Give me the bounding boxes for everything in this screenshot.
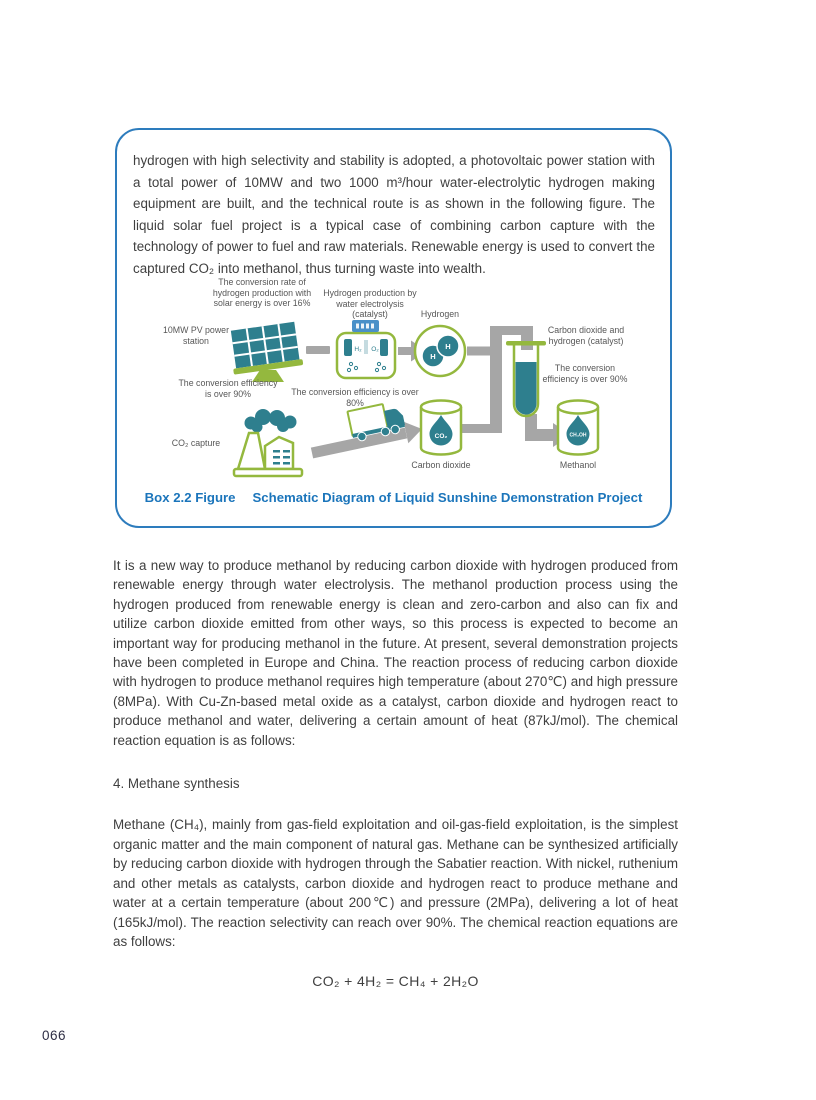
box-2-2-callout xyxy=(115,128,672,528)
co2-drum-icon xyxy=(421,401,461,455)
methanol-drum-label: CH₃OH xyxy=(569,432,587,439)
hydrogen-molecule-icon xyxy=(415,326,465,376)
hydrogen-pipe xyxy=(467,347,493,356)
vertical-pipe xyxy=(490,326,502,433)
h-atom-label: H xyxy=(445,342,451,351)
h-atom-label: H xyxy=(430,352,436,361)
smoke-clouds xyxy=(245,409,297,433)
efficiency-90-left-label: The conversion efficiency is over 90% xyxy=(178,378,278,399)
methanol-arrow-shaft xyxy=(525,429,553,441)
figure-caption-label: Box 2.2 Figure xyxy=(144,490,236,505)
co2-hydrogen-catalyst-label: Carbon dioxide and hydrogen (catalyst) xyxy=(547,325,625,346)
efficiency-80-label: The conversion efficiency is over 80% xyxy=(291,387,419,408)
o2-electrode xyxy=(380,339,388,356)
body-paragraph-1: It is a new way to produce methanol by reducing carbon dioxide with hydrogen produced from renewable energy through water electrolysis. The methanol production process using the hydrogen produced from renewable energy is clean and zero-carbon and also can fix and utilize carbon dioxide emitted from other ways, so this process is expected to become an important way for producing methanol in the future. At present, several demonstration projects have been completed in Europe and China. The reaction process of reducing carbon dioxide with hydrogen to produce methanol requires high temperature (about 270℃) and high pressure (8MPa). With Cu-Zn-based metal oxide as a catalyst, carbon dioxide and hydrogen react to produce methanol and water, delivering a certain amount of heat (87kJ/mol). The chemical reaction equation is as follows: xyxy=(113,558,678,748)
box-paragraph: hydrogen with high selectivity and stability is adopted, a photovoltaic power station with a total power of 10MW and two 1000 m³/hour water-electrolytic hydrogen making equipment are built, and the technical route is as shown in the following figure. The liquid solar fuel project is a typical case of combining carbon capture with the technology of power to fuel and raw materials. Renewable energy is used to convert the captured CO₂ into methanol, thus turning waste into wealth. xyxy=(133,153,655,276)
hydrogen-label: Hydrogen xyxy=(420,309,460,319)
truck-arrow-icon xyxy=(404,422,422,444)
h2-electrode xyxy=(344,339,352,356)
pv-station-label: 10MW PV power station xyxy=(163,325,229,346)
co2-pipe xyxy=(461,424,492,433)
methanol-label: Methanol xyxy=(559,460,597,470)
page-number: 066 xyxy=(42,1028,67,1043)
co2-capture-label: CO₂ capture xyxy=(171,438,221,448)
figure-caption xyxy=(117,490,670,505)
solar-rate-label: The conversion rate of hydrogen production with solar energy is over 16% xyxy=(212,277,312,309)
liquid-sunshine-diagram xyxy=(130,276,675,488)
carbon-dioxide-label: Carbon dioxide xyxy=(411,460,471,470)
co2-drum-label: CO₂ xyxy=(434,433,448,440)
body-paragraph-2: Methane (CH₄), mainly from gas-field exploitation and oil-gas-field exploitation, is the simplest organic matter and the main component of natural gas. Methane can be synthesized artificially by reducing carbon dioxide with hydrogen through the Sabatier reaction. With nickel, ruthenium and other metals as catalysts, carbon dioxide and hydrogen react to produce methane and water at a certain temperature (about 200℃) and pressure (2MPa), delivering a lot of heat (165kJ/mol). The reaction selectivity can reach over 90%. The chemical reaction equations are as follows: xyxy=(113,817,678,949)
body-content xyxy=(113,556,678,992)
section-heading: 4. Methane synthesis xyxy=(113,776,240,792)
o2-electrode-label: O₂ xyxy=(371,346,379,353)
solar-panel-icon xyxy=(228,321,303,382)
h2-electrode-label: H₂ xyxy=(354,346,362,353)
efficiency-90-right-label: The conversion efficiency is over 90% xyxy=(542,363,628,384)
figure-caption-title: Schematic Diagram of Liquid Sunshine Demonstration Project xyxy=(252,490,643,505)
reactor-inlet-pipe xyxy=(521,326,533,350)
electrolyzer-icon xyxy=(337,320,395,378)
factory-icon xyxy=(234,409,302,476)
chemical-equation: CO₂ + 4H₂ = CH₄ + 2H₂O xyxy=(312,973,479,990)
electrolysis-label: Hydrogen production by water electrolysis (catalyst) xyxy=(323,288,417,320)
pv-to-electrolyzer-connector xyxy=(306,346,330,354)
electrolyzer-arrow-shaft xyxy=(398,347,411,355)
methanol-drum-icon xyxy=(558,401,598,455)
